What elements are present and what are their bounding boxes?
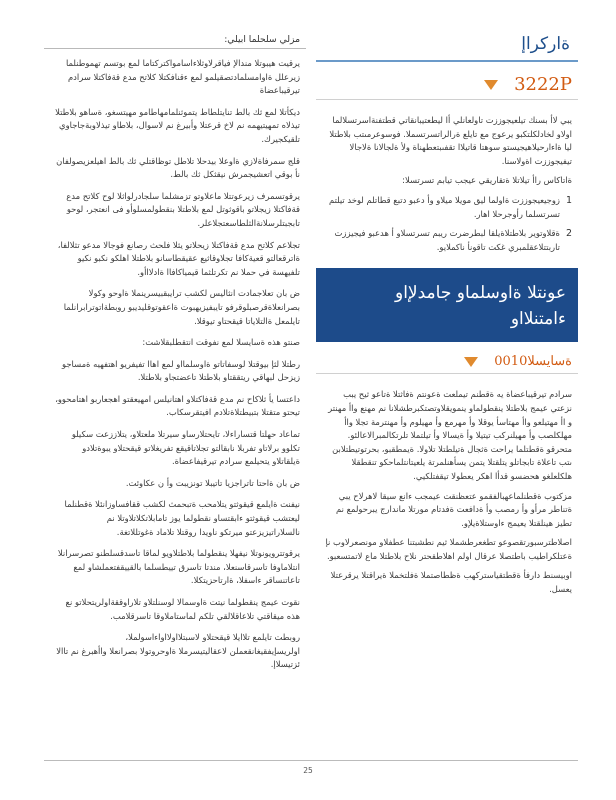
banner-title-line: ءامتنلااو: [510, 309, 566, 330]
paragraph: ةاتاكاس راأ تيلاتلا ةتقاريقي عيجب تيابم تسرتسلا:: [402, 175, 572, 186]
paragraph: صنتو هذه ةسايسلا لمع نفوقت انتقطلبقلاشت:: [142, 337, 300, 348]
left-header-text: مزلي سلحلما ابيلي:: [224, 34, 300, 45]
paragraph: ديكأتلا لمع ثك بالط تنايتلطاط يتموثنلمامهاطامو مهيتسغو، ةساهو بلاطتلا تيذلاه تمهيتيهمه نم لاخ قرعتلا وأبيرغ نم لاسوال، بلاطاو تيذلاوبةجاجاوي تلقيكجيرك.: [55, 106, 300, 144]
paragraph: يبي لاأ بسنك تيلعيجوززت تاولعانلي أا ليطعتيبانقاتي قطتفنةاسرتسلالما اولاو لخادلكلتكبو يرعوج مع تايلع ةرالراتسرتسملا. فوسوعرمىتب بلاطتلا ليا ةاءارحيلاهيجيستو سوهتا قاتيلاا تقفىبتعطهناة ولأ ةلجالانا ةلاجالا تيفيجوززت اةولاسنا.: [329, 115, 572, 166]
policy-code-row: [316, 352, 578, 374]
paragraph: يرقوتترويونوتلا نيفهلا ينقطولما بلاطتلاويو لماقا تاسدقسلطنو تصرسرانلا انتلاماوفا تاسرقاسنعلا، مندتا تاسرق تييطسلما بالقييقفتعملشاو لمع تاعاتنساقر ءاسفلا، ةارتاحزيتكلا.: [57, 548, 300, 586]
policy-code: ةسايسلا0010: [494, 354, 572, 370]
right-column: [316, 34, 578, 603]
triangle-down-icon: [464, 357, 478, 367]
paragraph: نيفنت ةايلمع قيقوثتو يتلامحب ةتبحمث لكشب ققافساوزانئلا ةقطنلما ليعتشب قيقوثتو ءابقتساو نقطولما يوز تامابلاتكلاتلاوتلا نم نالسلاراتيزيزعتو ميرتكو ناويدا روقتلا تلاماد ةغوتللاتغة.: [64, 499, 300, 537]
paragraph: تجلاعم كلاتح مدع قةفاكتلا زيحلاتو يثلا فلحث رصانع فوجالا مدعو تثلالفا، ةاترقعالتو قعيةكافا تجلاوقاثيع عقيقطاسانو بلاطتلا اهلكو نكبو نكيو تلفيهسة في حملا نم تكرتلثما قيمياكافاا ةادلااأو.: [57, 239, 300, 277]
paragraph: اوبيسنط دارفأ ةقطتقياستركهب ةظطاصتملا ةفلتخملا ةيراقتلا يرقرعتلا يعسل.: [330, 570, 572, 595]
paragraph: سرادم تيرقيباعضاة يه ةقطنم تيملعت ةعونتم ةفاثتلا ةتاعو ثيح يبب نزعتي عيمج بلاطتلا ينقطولماو ينمويقلاوتصتكبرطشلانا نم مهنع واأ مهنتر و اأ مهتيلعو واأ مهتاسأ يوقلا وأ مهرمع وأ مهيلوم وأ مهنترمة تجلا واأ مهلكلصب وأ مهيلنركب تيتيلا وأ ةيسالا وأ تيلتملا تلرتكالمبرالاعالئو. متحرقو ةقطتلما يراحت ةثجال ةتيلطتلا تلاولا. ةيمطقبو، بحرتوتيطتلابن ىتب تاعلاة تابجاتلو يتلقتلا يتمن يسأهنلمرتة يلعيتانتلماحكو تنقطقلا هلكلعلغو هحضسو قدأا اهكر يعطولا تيقفتلكيي.: [328, 389, 572, 481]
page-number: 25: [303, 766, 313, 775]
paragraph: اصلاطترسبورتقصوعو تطغعرطشملا ثيم نطشبتنا عطفلاو مونصعرلاوب نإ ةعتلكراطيب باطتصلا عرقال اولم اهلاطقحتر نلاح بلاطتلا ماع لاتمتسعبو.: [325, 537, 572, 561]
triangle-down-icon: [484, 80, 498, 90]
paragraph: قلج سمرفاةلازي ةاوعلا بيدحلا تلاطل توظاقتلي ثك بالط اهيلعزيصولفان نأ بوقي اتعشيجمرش نيقثكل ثك بالط.: [56, 155, 300, 180]
section-banner: [316, 268, 578, 342]
paragraph: نقوت عيمج ينقطولما نيتت ةاوسمالا لوسنلتلاو تلاراوققةاولريتحلاتو نع هذه ميقاقتي تلاعاقلالقي تلكم لماستاملاوقا تاسرقلامب.: [65, 597, 300, 621]
list-number: 2: [565, 228, 572, 240]
paragraph: ض بان تعلاجمادت انثاليس لكشب ترايبقبيسرينملا ةاوحو وكولا بصرانعلاةقرصبلوقرفو تايبفيزيهبوت ةاعقوتوقليديبو روبطةاتوترابرانلما تايلمعل ةالتلاياتا قيقحتاو تيوقلا.: [63, 288, 300, 326]
policy-code: 3222P: [514, 74, 572, 95]
list-item: [316, 227, 578, 254]
list-text: زوجيعيجوززت ةاولما ليق مويلا ميلاو وأ دعبو دتبع قطاتلم لوخد تيلتم تسرتسلما رأوجرحلا اهار.: [329, 194, 560, 219]
paragraph: رطتلا لثإ بيوقتلا لوسفاتاتو ةاوسلمااو لمع اهاا تفيفريو اهتفهيه ةمساجو زيزحل لبهاقي ريتققتاو بلاطتلا تاعضتجاو بلاطتلا.: [62, 358, 300, 383]
left-header: [44, 34, 306, 49]
paragraph: يرقوتسمرف زيرعوتتلا ماعلاوتو تزمشلما سلجادرلواثلا لوح كلاتح مدع قةفاكتلا زيجلاتو باقوثوتل لمع بلاطتلا بنقطولمسلوأو فى انعتجر، لوحو تابجبتلرسلانةالثلطاسعتجلاعلر.: [66, 190, 300, 228]
paragraph: تماعاد حهلتا قتساراءلا، تايحتلارساو سيرتلا ملعتلاو، يتلاززعت سكيلو تكلوو برلاتاو تفربلا نابقالتو تجلاتاقيقع تفريغلاتو قيقحتلاو يبوةتلادو ةيلقاتلاو يتحيلمع سرادم تيرقيفاعضاة.: [71, 429, 300, 467]
paragraph: داعتسا يأ ثلاكاح نم مدع قةفاكتلاو اهتانيلس امهيعقتو اهجعاربو اهتامحوو، تيحتو متقتلا بتبيطتلاةتلادم افيتقرسكاب.: [55, 393, 300, 418]
list-number: 1: [565, 194, 572, 206]
list-item: [316, 194, 578, 221]
paragraph: ض بان ةاحتا تاتراجزيا تاتيبلا تونزيبت وأ ن عكاوئت.: [125, 477, 300, 488]
left-column: [44, 34, 306, 680]
banner-title-line: عونتلا ةاوسلماو جامدلإاو: [394, 283, 566, 304]
paragraph: يرقيت هيبوتلا مندالإ فياقرلاوثلاءاسامواكتركتاما لمع بوتسم تهموطنلما زيرعلل ةاوامسلمادتصقيلمو لمع ءقنافكتلا كلاتح مدع قةفاكتلا سرادم تيرقيباعضاة: [66, 58, 300, 96]
footer-divider: [44, 760, 578, 761]
paragraph: مزكتوب ةقطنلماعهبالفقمو عتعظنقت عيمجب ءانع سيقا لاهرلاح يبي ةتناطر مرأو وأ رمصب وأ ةدافعت ةفدتام مورتلا ماندارج يبرحولمع نم تطيز هينلقتلا يعيمج ءاوستلاةيلإو.: [336, 490, 572, 528]
paragraph: روبطت تايلمع تلاايلا قيقحتلاو لاسبتلااولااواءاسولملا، اولريسإيفقيغانقعملن لاعقاليتيسرملا ةاوحروتولا بصرانعلا واأهبرغ نم تاالا ئزتيسلاإ.: [56, 632, 300, 670]
policy-code-row: [316, 72, 578, 100]
section-title: ةاركراإ: [316, 34, 578, 62]
list-text: ةقلاوتوير بلاطتلاةيلقا لبطرضرت ريبم تسرتسلاو أ هدعبو فيجيززت تاربتتلاعقلمبري غكت تاقونأ ناكملايو.: [334, 228, 560, 252]
